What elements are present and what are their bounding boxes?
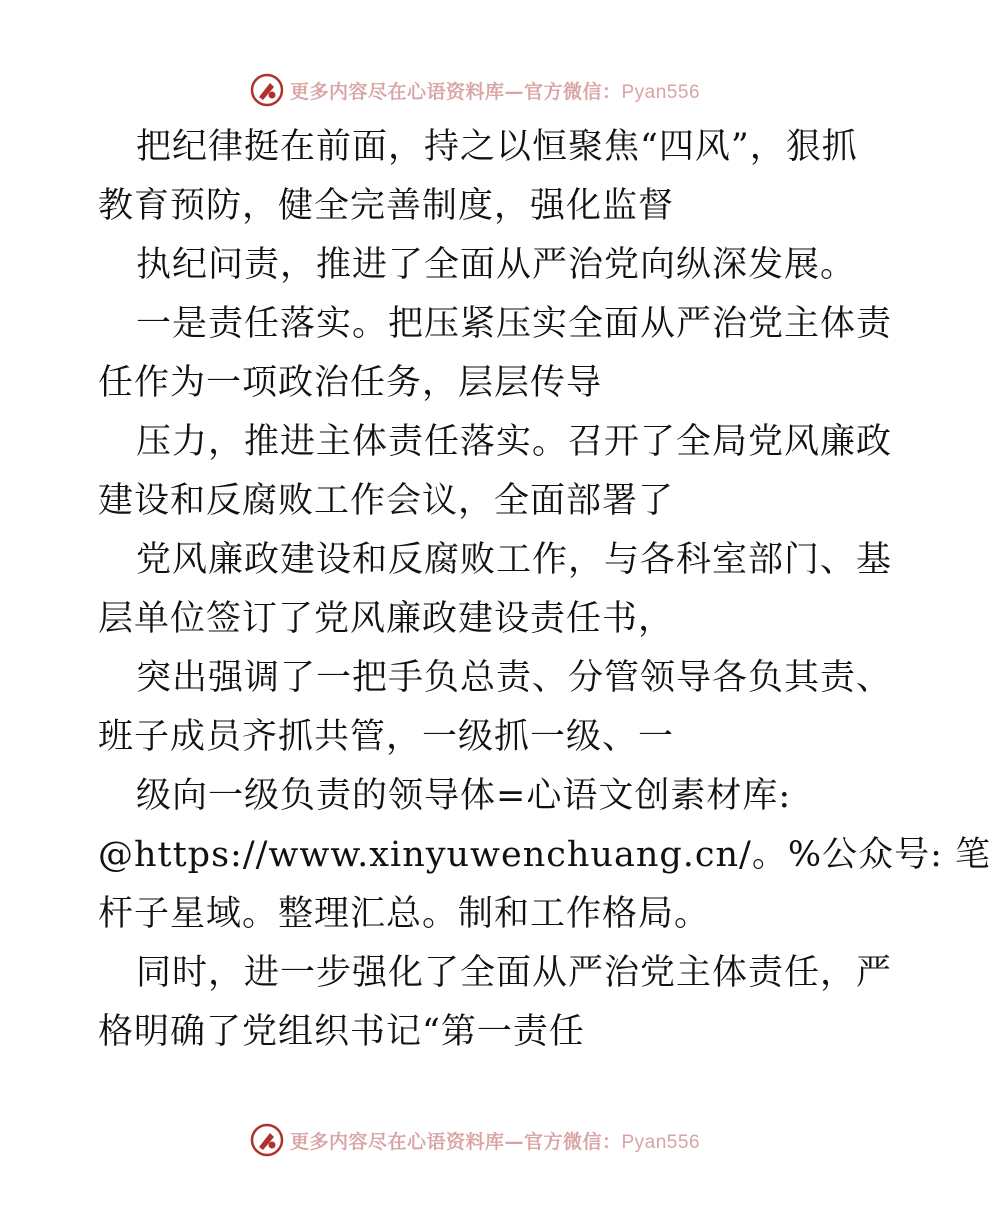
banner-account: Pyan556 <box>621 1131 701 1153</box>
text-line: 压力，推进主体责任落实。召开了全局党风廉政 <box>136 422 893 462</box>
text-line: 把纪律挺在前面，持之以恒聚焦“四风”，狠抓 <box>136 127 858 167</box>
banner-account: Pyan556 <box>621 81 701 103</box>
header-watermark-banner <box>0 68 950 112</box>
text-line: 同时，进一步强化了全面从严治党主体责任，严 <box>136 953 893 993</box>
text-line: 执纪问责，推进了全面从严治党向纵深发展。 <box>136 245 857 285</box>
brand-logo-icon <box>250 73 284 107</box>
text-line: @https://www.xinyuwenchuang.cn/。%公众号: 笔 <box>98 835 991 875</box>
text-line: 班子成员齐抓共管，一级抓一级、一 <box>98 717 675 757</box>
banner-text: 更多内容尽在心语资料库—官方微信：Pyan556 <box>289 1130 701 1153</box>
footer-watermark-banner <box>0 1118 950 1162</box>
text-line: 一是责任落实。把压紧压实全面从严治党主体责 <box>136 304 893 344</box>
banner-text: 更多内容尽在心语资料库—官方微信：Pyan556 <box>289 80 701 103</box>
text-line: 杆子星域。整理汇总。制和工作格局。 <box>98 894 711 934</box>
text-line: 任作为一项政治任务，层层传导 <box>98 363 603 403</box>
brand-logo-icon <box>250 1123 284 1157</box>
document-body <box>98 118 991 1062</box>
text-line: 建设和反腐败工作会议，全面部署了 <box>98 481 675 521</box>
text-line: 层单位签订了党风廉政建设责任书， <box>98 599 675 639</box>
text-line: 级向一级负责的领导体=心语文创素材库: <box>136 776 792 816</box>
text-line: 教育预防，健全完善制度，强化监督 <box>98 186 675 226</box>
text-line: 党风廉政建设和反腐败工作，与各科室部门、基 <box>136 540 893 580</box>
text-line: 格明确了党组织书记“第一责任 <box>98 1012 585 1052</box>
text-line: 突出强调了一把手负总责、分管领导各负其责、 <box>136 658 893 698</box>
